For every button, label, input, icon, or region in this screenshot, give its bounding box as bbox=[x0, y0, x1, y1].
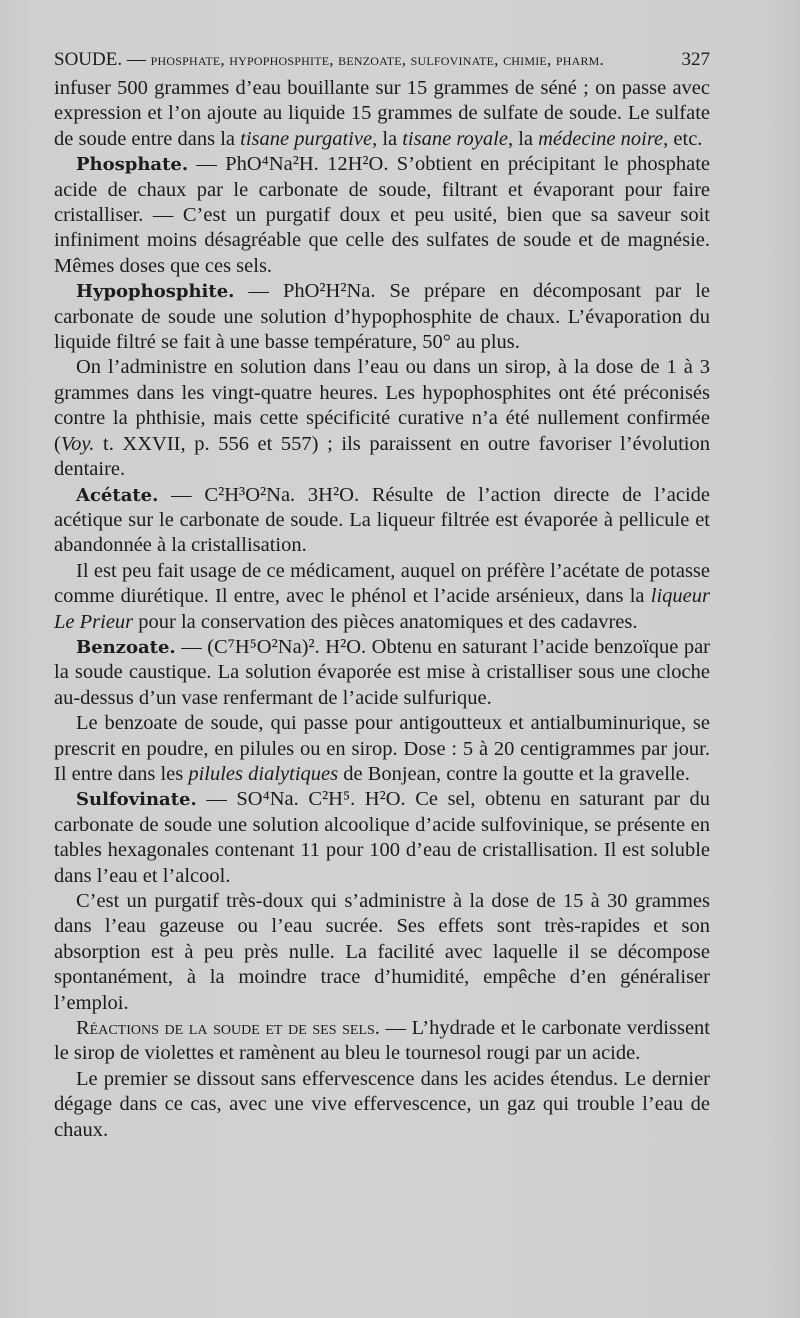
text-run: Il est peu fait usage de ce médicament, auquel on préfère l’acétate de potasse comme diurétique. Il entre, avec le phénol et l’acide arsénieux, dans la bbox=[54, 559, 710, 608]
header-subtitle: phosphate, hypophosphite, benzoate, sulfovinate, chimie, pharm. bbox=[150, 50, 604, 69]
text-run: pour la conservation des pièces anatomiques et des cadavres. bbox=[133, 610, 638, 633]
section-heading-benzoate: Benzoate. bbox=[76, 636, 176, 658]
text-run: — SO⁴Na. C²H⁵. H²O. Ce sel, obtenu en saturant par du carbonate de soude une solution alcoolique d’acide sulfovinique, se présente en tables hexagonales contenant 11 pour 100 d’eau de cristallisation. Il est soluble dans l’eau et l’alcool. bbox=[54, 788, 710, 887]
paragraph-hypophosphite bbox=[54, 279, 710, 355]
paragraph-senna-infusion bbox=[54, 76, 710, 152]
paragraph-benzoate-use bbox=[54, 711, 710, 787]
italic-term: pilules dialytiques bbox=[188, 762, 339, 785]
paragraph-reactions bbox=[54, 1016, 710, 1067]
paragraph-phosphate bbox=[54, 152, 710, 279]
text-run: C’est un purgatif très-doux qui s’administre à la dose de 15 à 30 grammes dans l’eau gazeuse ou l’eau sucrée. Ses effets sont très-rapides et son absorption est à peu près nulle. La facilité avec laquelle il se décompose spontanément, à la moindre trace d’humidité, empêche d’en généraliser l’emploi. bbox=[54, 890, 710, 1014]
text-run: — (C⁷H⁵O²Na)². H²O. Obtenu en saturant l’acide benzoïque par la soude caustique. La solution évaporée est mise à cristalliser sous une cloche au-dessus d’un vase renfermant de l’acide sulfurique. bbox=[54, 635, 710, 709]
paragraph-acetate bbox=[54, 483, 710, 559]
italic-term: liqueur Le Prieur bbox=[54, 585, 710, 633]
text-run: , etc. bbox=[663, 127, 703, 150]
text-run: , la bbox=[507, 127, 539, 150]
paragraph-benzoate bbox=[54, 635, 710, 711]
text-run: infuser 500 grammes d’eau bouillante sur 15 grammes de séné ; on passe avec expression et l’on ajoute au liquide 15 grammes de sulfate de soude. Le sulfate de soude entre dans la bbox=[54, 77, 710, 150]
running-header bbox=[54, 48, 710, 72]
paragraph-sulfovinate bbox=[54, 787, 710, 889]
text-run: — L’hydrade et le carbonate verdissent le sirop de violettes et ramènent au bleu le tournesol rougi par un acide. bbox=[54, 1017, 711, 1065]
text-run: On l’administre en solution dans l’eau ou dans un sirop, à la dose de 1 à 3 grammes dans les vingt-quatre heures. Les hypophosphites ont été préconisés contre la phthisie, mais cette spécificité curative n’a été nullement confirmée ( bbox=[54, 356, 710, 455]
italic-term: Voy. bbox=[60, 432, 95, 455]
italic-term: médecine noire bbox=[538, 127, 664, 150]
text-run: Le benzoate de soude, qui passe pour antigoutteux et antialbuminurique, se prescrit en poudre, en pilules ou en sirop. Dose : 5 à 20 centigrammes par jour. Il entre dans les bbox=[54, 712, 710, 785]
italic-term: tisane royale bbox=[402, 127, 508, 150]
text-run: — C²H³O²Na. 3H²O. Résulte de l’action directe de l’acide acétique sur le carbonate de soude. La liqueur filtrée est évaporée à pellicule et abandonnée à la cristallisation. bbox=[54, 483, 710, 557]
text-run: — PhO⁴Na²H. 12H²O. S’obtient en précipitant le phosphate acide de chaux par le carbonate de soude, filtrant et évaporant pour faire cristalliser. — C’est un purgatif doux et peu usité, bien que sa saveur soit infiniment moins désagréable que celle des sulfates de soude et de magnésie. Mêmes doses que ces sels. bbox=[54, 153, 710, 277]
section-heading-hypophosphite: Hypophosphite. bbox=[76, 281, 235, 303]
text-run: de Bonjean, contre la goutte et la gravelle. bbox=[338, 762, 690, 785]
paragraph-sulfovinate-use bbox=[54, 889, 710, 1016]
section-heading-reactions: Réactions de la soude et de ses sels. bbox=[76, 1017, 380, 1040]
text-run: — PhO²H²Na. Se prépare en décomposant par le carbonate de soude une solution d’hypophosphite de chaux. L’évaporation du liquide filtré se fait à une basse température, 50° au plus. bbox=[54, 280, 710, 354]
header-text bbox=[54, 48, 604, 72]
header-title: SOUDE. bbox=[54, 49, 123, 70]
text-run: Le premier se dissout sans effervescence dans les acides étendus. Le dernier dégage dans ce cas, avec une vive effervescence, un gaz qui trouble l’eau de chaux. bbox=[54, 1067, 710, 1141]
section-heading-acetate: Acétate. bbox=[76, 484, 159, 506]
page-number: 327 bbox=[681, 49, 710, 70]
header-dash: — bbox=[126, 49, 146, 70]
paragraph-reactions-detail bbox=[54, 1067, 710, 1143]
paragraph-acetate-use bbox=[54, 559, 710, 635]
paragraph-hypophosphite-use bbox=[54, 355, 710, 482]
body-text bbox=[54, 76, 710, 1143]
section-heading-sulfovinate: Sulfovinate. bbox=[76, 789, 197, 811]
section-heading-phosphate: Phosphate. bbox=[76, 154, 189, 176]
text-run: t. XXVII, p. 556 et 557) ; ils paraissent en outre favoriser l’évolution dentaire. bbox=[54, 432, 710, 481]
text-run: , la bbox=[372, 127, 403, 150]
italic-term: tisane purgative bbox=[240, 127, 373, 150]
